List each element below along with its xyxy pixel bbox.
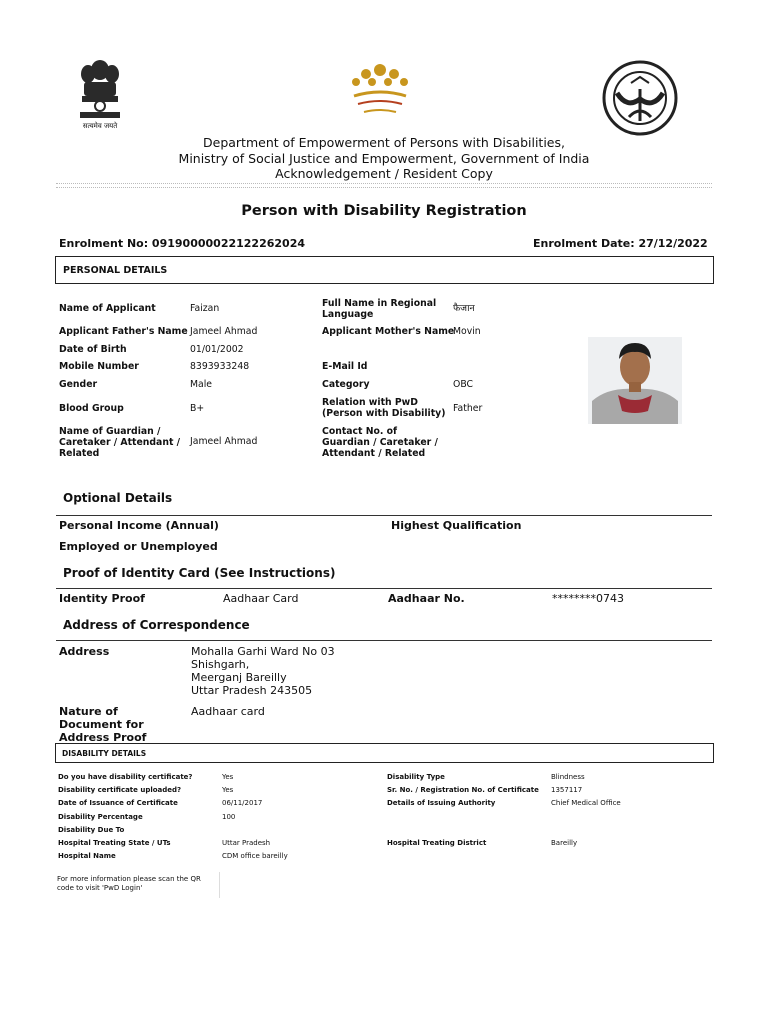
identity-proof-title: Proof of Identity Card (See Instructions) <box>63 566 336 580</box>
enrolment-date: Enrolment Date: 27/12/2022 <box>533 237 708 250</box>
disability-percentage-label: Disability Percentage <box>58 813 143 821</box>
name-value: Faizan <box>190 303 220 314</box>
father-name-value: Jameel Ahmad <box>190 326 258 337</box>
guardian-contact-label: Contact No. of Guardian / Caretaker / Attendant / Related <box>322 426 438 459</box>
address-line-3: Meerganj Bareilly <box>191 671 287 684</box>
blood-group-value: B+ <box>190 403 205 414</box>
page-title: Person with Disability Registration <box>241 203 527 219</box>
national-emblem-logo <box>74 56 126 136</box>
disability-type-label: Disability Type <box>387 773 445 781</box>
accessible-india-logo <box>344 58 416 120</box>
personal-income-label: Personal Income (Annual) <box>59 519 219 532</box>
address-label: Address <box>59 645 110 658</box>
certificate-label: Do you have disability certificate? <box>58 773 193 781</box>
ministry-line: Ministry of Social Justice and Empowerment, Government of India <box>178 151 590 166</box>
disability-details-title: DISABILITY DETAILS <box>62 749 147 758</box>
relation-label: Relation with PwD (Person with Disability) <box>322 397 446 419</box>
issuing-authority-label: Details of Issuing Authority <box>387 799 496 807</box>
hospital-name-value: CDM office bareilly <box>222 852 288 860</box>
qr-note-divider <box>219 872 220 898</box>
mobile-value: 8393933248 <box>190 361 250 372</box>
identity-proof-value: Aadhaar Card <box>223 592 299 605</box>
up-government-seal-logo <box>601 59 679 137</box>
hospital-state-label: Hospital Treating State / UTs <box>58 839 171 847</box>
regional-name-label: Full Name in Regional Language <box>322 298 437 320</box>
address-line-4: Uttar Pradesh 243505 <box>191 684 313 697</box>
certificate-uploaded-label: Disability certificate uploaded? <box>58 786 182 794</box>
hospital-district-label: Hospital Treating District <box>387 839 487 847</box>
emblem-caption: सत्यमेव जयते <box>82 122 118 130</box>
name-label: Name of Applicant <box>59 303 156 314</box>
certificate-value: Yes <box>222 773 234 781</box>
issuance-date-value: 06/11/2017 <box>222 799 263 807</box>
mobile-label: Mobile Number <box>59 361 139 372</box>
header-separator <box>56 183 712 184</box>
certificate-number-value: 1357117 <box>551 786 583 794</box>
employment-status-label: Employed or Unemployed <box>59 540 218 553</box>
mother-name-value: Movin <box>453 326 481 337</box>
identity-proof-label: Identity Proof <box>59 592 145 605</box>
certificate-number-label: Sr. No. / Registration No. of Certificate <box>387 786 539 794</box>
disability-type-value: Blindness <box>551 773 585 781</box>
certificate-uploaded-value: Yes <box>222 786 234 794</box>
dob-value: 01/01/2002 <box>190 344 244 355</box>
address-rule <box>56 640 712 641</box>
address-proof-label: Nature of Document for Address Proof <box>59 705 147 744</box>
email-label: E-Mail Id <box>322 361 368 372</box>
disability-details-header <box>55 743 714 763</box>
gender-label: Gender <box>59 379 98 390</box>
issuance-date-label: Date of Issuance of Certificate <box>58 799 178 807</box>
enrolment-number: Enrolment No: 09190000022122262024 <box>59 237 306 250</box>
qr-code-note: For more information please scan the QR code to visit 'PwD Login' <box>57 875 201 892</box>
copy-type-line: Acknowledgement / Resident Copy <box>275 166 493 181</box>
relation-value: Father <box>453 403 483 414</box>
hospital-district-value: Bareilly <box>551 839 578 847</box>
blood-group-label: Blood Group <box>59 403 124 414</box>
category-value: OBC <box>453 379 474 390</box>
guardian-label: Name of Guardian / Caretaker / Attendant / Related <box>59 426 181 459</box>
issuing-authority-value: Chief Medical Office <box>551 799 621 807</box>
address-line-2: Shishgarh, <box>191 658 250 671</box>
mother-name-label: Applicant Mother's Name <box>322 326 455 337</box>
optional-details-title: Optional Details <box>63 491 173 505</box>
personal-details-header <box>55 256 714 284</box>
guardian-value: Jameel Ahmad <box>190 436 258 447</box>
hospital-name-label: Hospital Name <box>58 852 116 860</box>
address-proof-value: Aadhaar card <box>191 705 265 718</box>
disability-percentage-value: 100 <box>222 813 236 821</box>
applicant-photo <box>588 337 682 424</box>
identity-rule <box>56 588 712 589</box>
highest-qualification-label: Highest Qualification <box>391 519 522 532</box>
father-name-label: Applicant Father's Name <box>59 326 188 337</box>
aadhaar-number-value: ********0743 <box>552 592 624 605</box>
header-separator-2 <box>56 187 712 188</box>
hospital-state-value: Uttar Pradesh <box>222 839 271 847</box>
address-section-title: Address of Correspondence <box>63 618 250 632</box>
category-label: Category <box>322 379 370 390</box>
disability-due-to-label: Disability Due To <box>58 826 125 834</box>
address-line-1: Mohalla Garhi Ward No 03 <box>191 645 335 658</box>
dob-label: Date of Birth <box>59 344 127 355</box>
optional-details-rule <box>56 515 712 516</box>
aadhaar-number-label: Aadhaar No. <box>388 592 465 605</box>
gender-value: Male <box>190 379 213 390</box>
personal-details-title: PERSONAL DETAILS <box>63 265 168 276</box>
regional-name-value: फैजान <box>453 303 475 314</box>
department-line: Department of Empowerment of Persons with Disabilities, <box>203 135 565 150</box>
